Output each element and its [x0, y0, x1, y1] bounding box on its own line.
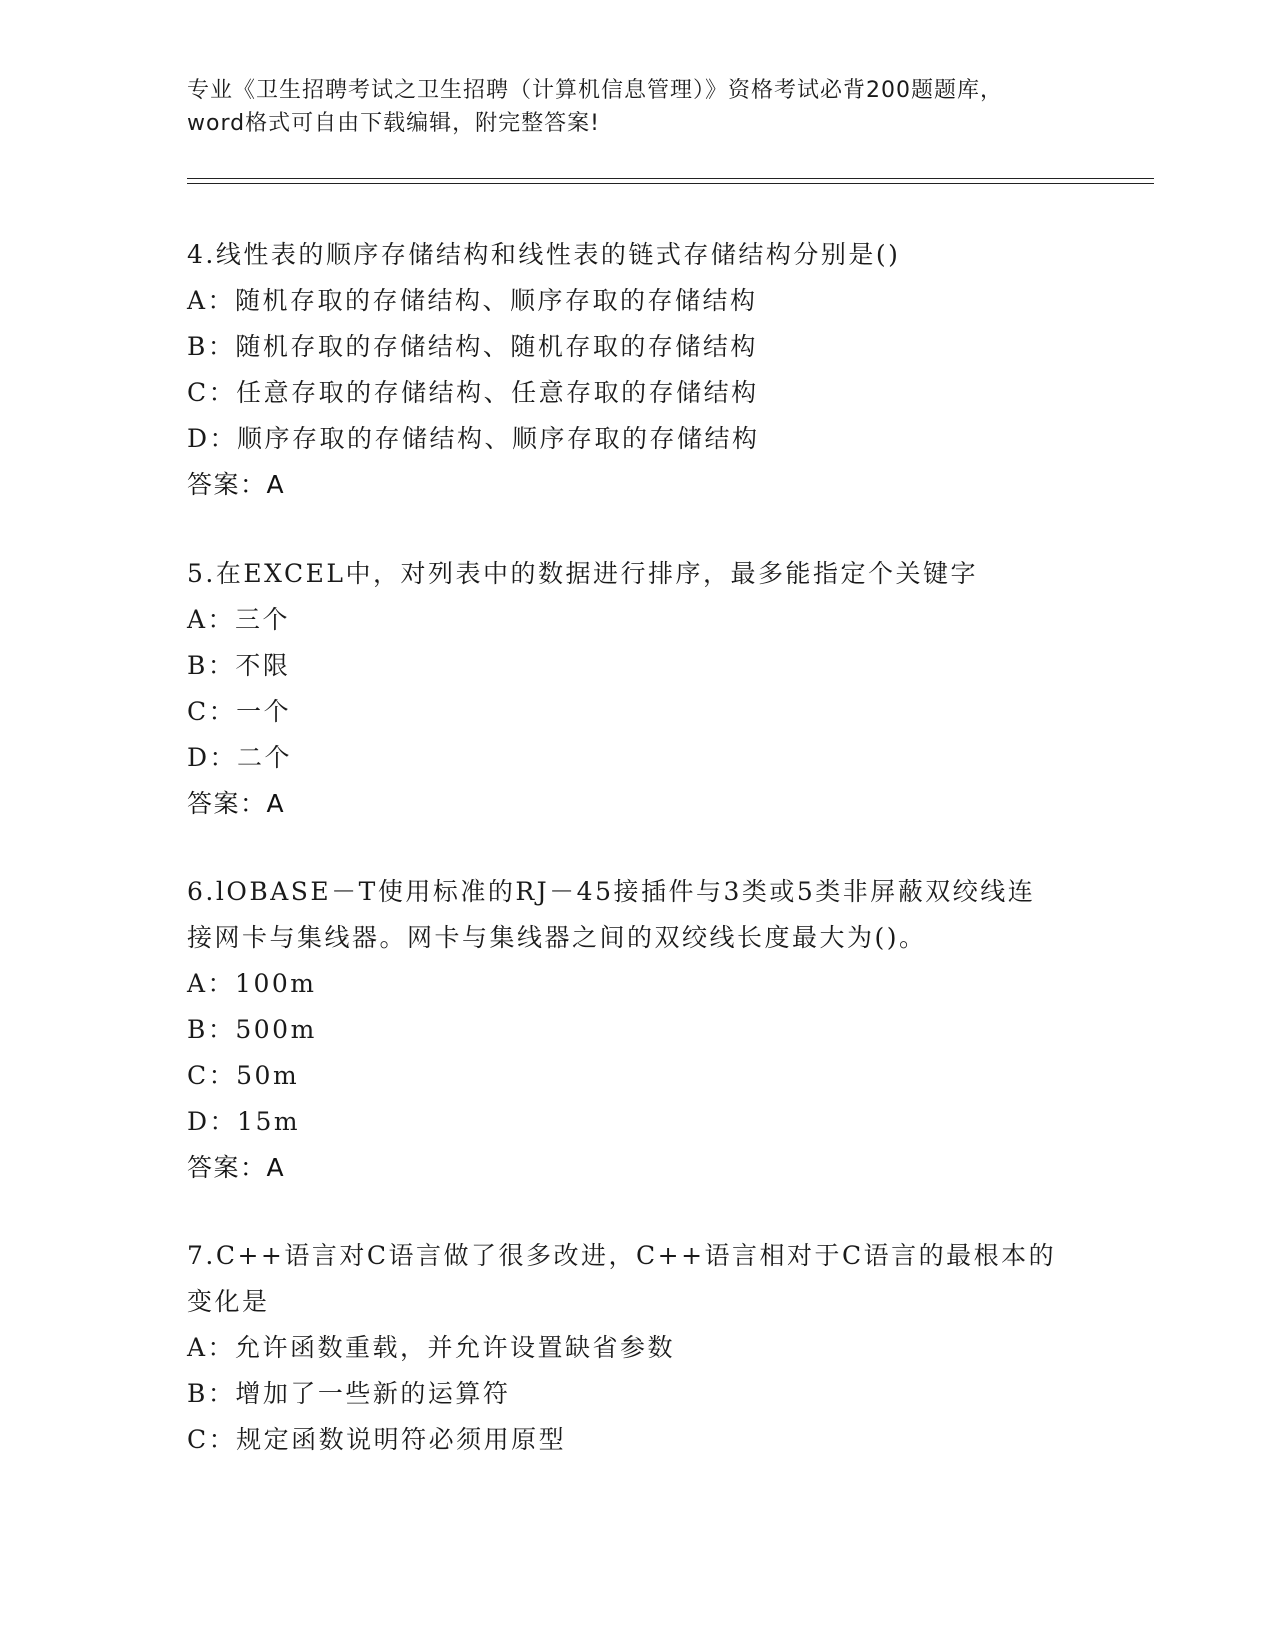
option-b: B：随机存取的存储结构、随机存取的存储结构 — [187, 332, 758, 361]
header-title-line-2: word格式可自由下载编辑，附完整答案! — [187, 111, 600, 136]
option-c: C：50m — [187, 1061, 300, 1090]
header-divider-top — [187, 178, 1154, 179]
option-a: A：100m — [187, 969, 317, 998]
question-6 — [187, 869, 1087, 1191]
document-header — [187, 74, 1087, 140]
option-a: A：允许函数重载，并允许设置缺省参数 — [187, 1333, 676, 1362]
answer: 答案：A — [187, 789, 286, 818]
question-text-line-2: 接网卡与集线器。网卡与集线器之间的双绞线长度最大为()。 — [187, 923, 927, 952]
question-text: 4.线性表的顺序存储结构和线性表的链式存储结构分别是() — [187, 240, 901, 269]
option-d: D：顺序存取的存储结构、顺序存取的存储结构 — [187, 424, 760, 453]
option-a: A：三个 — [187, 605, 291, 634]
header-title-line-1: 专业《卫生招聘考试之卫生招聘（计算机信息管理）》资格考试必背200题题库， — [187, 78, 1003, 103]
question-7 — [187, 1233, 1087, 1463]
option-a: A：随机存取的存储结构、顺序存取的存储结构 — [187, 286, 758, 315]
option-d: D：15m — [187, 1107, 301, 1136]
question-5 — [187, 551, 1087, 827]
question-text: 5.在EXCEL中，对列表中的数据进行排序，最多能指定个关键字 — [187, 559, 978, 588]
option-c: C：规定函数说明符必须用原型 — [187, 1425, 567, 1454]
option-b: B：不限 — [187, 651, 291, 680]
question-text-line-1: 6.lOBASE－T使用标准的RJ－45接插件与3类或5类非屏蔽双绞线连 — [187, 877, 1036, 906]
question-text-line-2: 变化是 — [187, 1287, 270, 1316]
question-text-line-1: 7.C++语言对C语言做了很多改进，C++语言相对于C语言的最根本的 — [187, 1241, 1057, 1270]
option-d: D：二个 — [187, 743, 293, 772]
question-4 — [187, 232, 1087, 508]
answer: 答案：A — [187, 1153, 286, 1182]
option-c: C：一个 — [187, 697, 292, 726]
option-c: C：任意存取的存储结构、任意存取的存储结构 — [187, 378, 759, 407]
answer: 答案：A — [187, 470, 286, 499]
option-b: B：增加了一些新的运算符 — [187, 1379, 511, 1408]
option-b: B：500m — [187, 1015, 317, 1044]
header-divider-bottom — [187, 183, 1154, 184]
